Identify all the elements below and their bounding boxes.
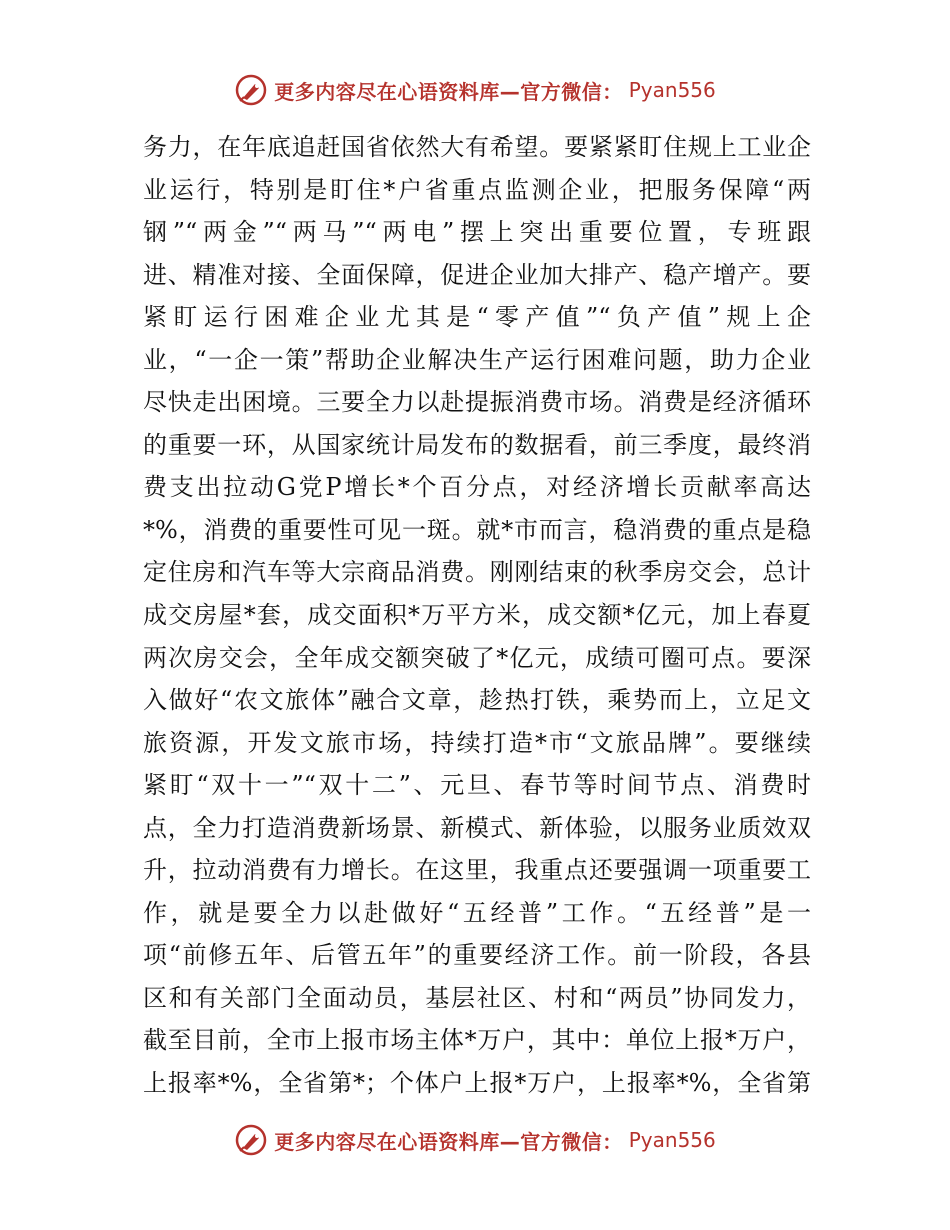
body-line: 旅资源，开发文旅市场，持续打造*市“文旅品牌”。要继续 [143,728,811,757]
body-line: 的重要一环，从国家统计局发布的数据看，前三季度，最终消 [143,430,811,459]
footer-wechat-id: Pyan556 [628,1128,716,1152]
body-line: 紧盯运行困难企业尤其是“零产值”“负产值”规上企 [143,303,811,332]
body-line: 业运行，特别是盯住*户省重点监测企业，把服务保障“两 [143,175,811,204]
body-line: 上报率*%，全省第*；个体户上报*万户，上报率*%，全省第 [143,1069,811,1098]
body-line: 截至目前，全市上报市场主体*万户，其中：单位上报*万户， [143,1026,811,1055]
footer-banner [0,1120,950,1160]
pen-nib-logo-icon [234,1123,268,1157]
header-wechat-id: Pyan556 [628,78,716,102]
header-banner-text: 更多内容尽在心语资料库—官方微信： [274,79,623,104]
body-line: 进、精准对接、全面保障，促进企业加大排产、稳产增产。要 [143,260,811,289]
document-body [143,126,811,1105]
body-line: 入做好“农文旅体”融合文章，趁热打铁，乘势而上，立足文 [143,686,811,715]
footer-banner-text: 更多内容尽在心语资料库—官方微信： [274,1129,623,1154]
body-line: 务力，在年底追赶国省依然大有希望。要紧紧盯住规上工业企 [143,133,811,161]
body-line: 钢”“两金”“两马”“两电”摆上突出重要位置，专班跟 [143,218,811,247]
body-line: *%，消费的重要性可见一斑。就*市而言，稳消费的重点是稳 [143,515,811,544]
body-line: 业，“一企一策”帮助企业解决生产运行困难问题，助力企业 [143,345,811,374]
body-line: 两次房交会，全年成交额突破了*亿元，成绩可圈可点。要深 [143,643,811,672]
body-line: 点，全力打造消费新场景、新模式、新体验，以服务业质效双 [143,813,811,842]
body-line: 区和有关部门全面动员，基层社区、村和“两员”协同发力， [143,983,811,1012]
body-line: 项“前修五年、后管五年”的重要经济工作。前一阶段，各县 [143,941,811,970]
body-line: 升，拉动消费有力增长。在这里，我重点还要强调一项重要工 [143,856,811,885]
body-line: 紧盯“双十一”“双十二”、元旦、春节等时间节点、消费时 [143,771,811,800]
body-line: 费支出拉动G党P增长*个百分点，对经济增长贡献率高达 [143,473,811,502]
body-line: 成交房屋*套，成交面积*万平方米，成交额*亿元，加上春夏 [143,601,811,630]
pen-nib-logo-icon [234,73,268,107]
header-banner [0,70,950,110]
body-line: 定住房和汽车等大宗商品消费。刚刚结束的秋季房交会，总计 [143,558,811,587]
body-line: 尽快走出困境。三要全力以赴提振消费市场。消费是经济循环 [143,388,811,417]
body-line: 作，就是要全力以赴做好“五经普”工作。“五经普”是一 [143,898,811,927]
